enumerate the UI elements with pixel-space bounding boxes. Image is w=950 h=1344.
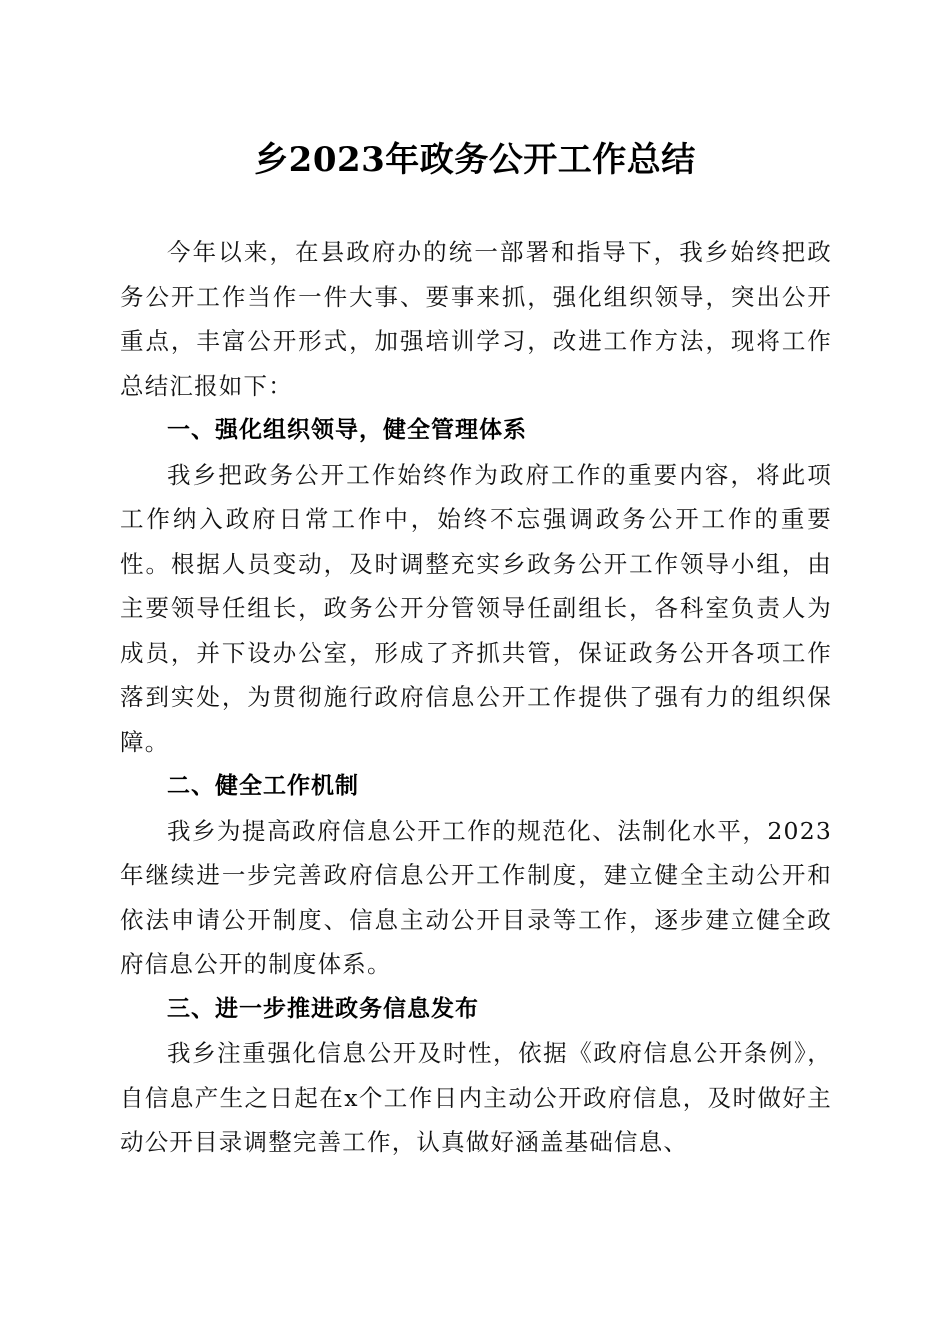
section-heading-3: 三、进一步推进政务信息发布 [167,995,479,1022]
section-2-paragraph: 我乡为提高政府信息公开工作的规范化、法制化水平，2023年继续进一步完善政府信息公开工作制度，建立健全主动公开和依法申请公开制度、信息主动公开目录等工作，逐步建立健全政府信息公开的制度体系。 [120,816,832,978]
document-title: 乡2023年政务公开工作总结 [254,140,696,180]
section-heading-2: 二、健全工作机制 [167,773,359,799]
intro-paragraph: 今年以来，在县政府办的统一部署和指导下，我乡始终把政务公开工作当作一件大事、要事来抓，强化组织领导，突出公开重点，丰富公开形式，加强培训学习，改进工作方法，现将工作总结汇报如下： [120,238,832,400]
section-3-paragraph: 我乡注重强化信息公开及时性，依据《政府信息公开条例》，自信息产生之日起在x个工作日内主动公开政府信息，及时做好主动公开目录调整完善工作，认真做好涵盖基础信息、 [120,1039,832,1156]
section-heading-1: 一、强化组织领导，健全管理体系 [167,417,527,443]
section-1-paragraph: 我乡把政务公开工作始终作为政府工作的重要内容，将此项工作纳入政府日常工作中，始终不忘强调政务公开工作的重要性。根据人员变动，及时调整充实乡政务公开工作领导小组，由主要领导任组长，政务公开分管领导任副组长，各科室负责人为成员，并下设办公室，形成了齐抓共管，保证政务公开各项工作落到实处，为贯彻施行政府信息公开工作提供了强有力的组织保障。 [120,460,832,756]
document-body [120,230,832,1165]
